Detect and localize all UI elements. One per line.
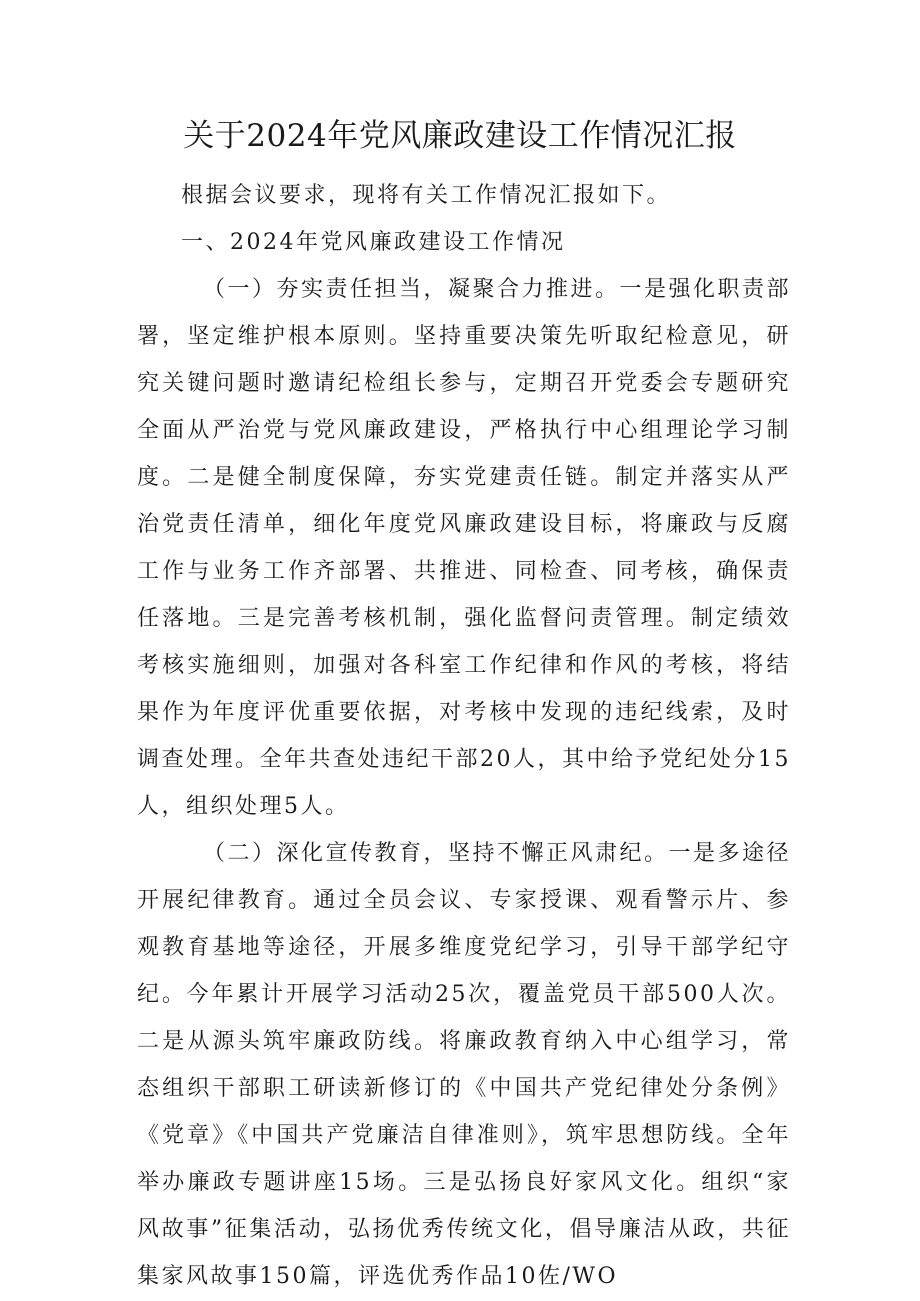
- document-title: 关于2024年党风廉政建设工作情况汇报: [183, 118, 737, 154]
- body-paragraph-1: （一）夯实责任担当，凝聚合力推进。一是强化职责部署，坚定维护根本原则。坚持重要决策先听取纪检意见，研究关键问题时邀请纪检组长参与，定期召开党委会专题研究全面从严治党与党风廉政建设，严格执行中心组理论学习制度。二是健全制度保障，夯实党建责任链。制定并落实从严治党责任清单，细化年度党风廉政建设目标，将廉政与反腐工作与业务工作齐部署、共推进、同检查、同考核，确保责任落地。三是完善考核机制，强化监督问责管理。制定绩效考核实施细则，加强对各科室工作纪律和作风的考核，将结果作为年度评优重要依据，对考核中发现的违纪线索，及时调查处理。全年共查处违纪干部20人，其中给予党纪处分15人，组织处理5人。: [137, 277, 792, 819]
- body-paragraph-2: （二）深化宣传教育，坚持不懈正风肃纪。一是多途径开展纪律教育。通过全员会议、专家授课、观看警示片、参观教育基地等途径，开展多维度党纪学习，引导干部学纪守纪。今年累计开展学习活动25次，覆盖党员干部500人次。二是从源头筑牢廉政防线。将廉政教育纳入中心组学习，常态组织干部职工研读新修订的《中国共产党纪律处分条例》《党章》《中国共产党廉洁自律准则》，筑牢思想防线。全年举办廉政专题讲座15场。三是弘扬良好家风文化。组织“家风故事”征集活动，弘扬优秀传统文化，倡导廉洁从政，共征集家风故事150篇，评选优秀作品10佐/WO: [137, 841, 792, 1289]
- section-heading: 一、2024年党风廉政建设工作情况: [181, 230, 566, 255]
- intro-paragraph: 根据会议要求，现将有关工作情况汇报如下。: [181, 183, 672, 208]
- document-body: [137, 172, 791, 1300]
